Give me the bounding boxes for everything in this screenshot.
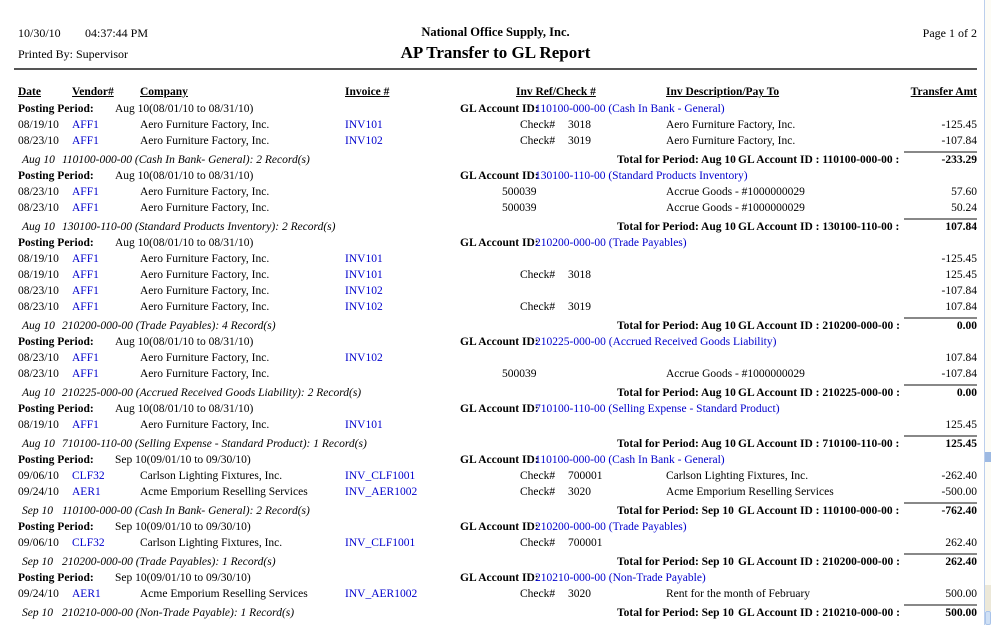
detail-row (0, 268, 991, 284)
posting-period-label: Posting Period: (18, 572, 94, 584)
gl-account-label: GL Account ID: (460, 170, 539, 182)
gl-account-label: GL Account ID: (460, 403, 539, 415)
invoice-link[interactable]: INV101 (345, 419, 383, 431)
gl-account-label: GL Account ID: (460, 572, 539, 584)
period-row (0, 453, 991, 469)
invoice-link[interactable]: INV102 (345, 301, 383, 313)
scrollbar-thumb[interactable] (985, 611, 991, 625)
total-row (0, 316, 991, 335)
vendor-link[interactable]: AFF1 (72, 135, 99, 147)
total-amount: -762.40 (941, 505, 977, 517)
section-summary-period: Sep 10 (22, 556, 53, 568)
total-row (0, 434, 991, 453)
period-row (0, 520, 991, 536)
transaction-date: 08/23/10 (18, 186, 59, 198)
vendor-link[interactable]: AFF1 (72, 253, 99, 265)
gl-account-label: GL Account ID: (460, 103, 539, 115)
amount-total-rule (904, 218, 977, 220)
transfer-amount: -262.40 (941, 470, 977, 482)
total-account-label: GL Account ID : 710100-110-00 : (738, 438, 900, 450)
vendor-link[interactable]: AFF1 (72, 419, 99, 431)
check-label: Check# (520, 486, 556, 498)
posting-period-label: Posting Period: (18, 170, 94, 182)
posting-period-value: Sep 10(09/01/10 to 09/30/10) (115, 521, 251, 533)
posting-period-label: Posting Period: (18, 521, 94, 533)
page-number: Page 1 of 2 (922, 26, 977, 40)
posting-period-label: Posting Period: (18, 103, 94, 115)
check-label: Check# (520, 119, 556, 131)
transaction-date: 08/23/10 (18, 202, 59, 214)
detail-row (0, 587, 991, 603)
amount-total-rule (904, 384, 977, 386)
total-account-label: GL Account ID : 110100-000-00 : (738, 154, 900, 166)
scrollbar-mark[interactable] (985, 452, 991, 462)
total-for-period-label: Total for Period: Aug 10 (617, 320, 736, 332)
transaction-date: 08/19/10 (18, 253, 59, 265)
section-summary-period: Aug 10 (22, 154, 55, 166)
total-account-label: GL Account ID : 110100-000-00 : (738, 505, 900, 517)
total-for-period-label: Total for Period: Sep 10 (617, 556, 734, 568)
period-row (0, 102, 991, 118)
gl-account-link[interactable]: 110100-000-00 (Cash In Bank - General) (535, 454, 725, 466)
invoice-link[interactable]: INV101 (345, 253, 383, 265)
gl-account-label: GL Account ID: (460, 454, 539, 466)
detail-row (0, 485, 991, 501)
check-label: Check# (520, 537, 556, 549)
check-number: 700001 (568, 470, 603, 482)
total-amount: 0.00 (956, 320, 977, 332)
total-for-period-label: Total for Period: Sep 10 (617, 505, 734, 517)
transfer-amount: 500.00 (945, 588, 977, 600)
period-row (0, 335, 991, 351)
transfer-amount: -107.84 (941, 285, 977, 297)
section-summary-text: 210200-000-00 (Trade Payables): 4 Record(s) (62, 320, 276, 332)
transaction-date: 08/23/10 (18, 368, 59, 380)
check-number: 3020 (568, 486, 591, 498)
column-header-desc: Inv Description/Pay To (666, 86, 780, 98)
vendor-link[interactable]: AFF1 (72, 368, 99, 380)
transaction-date: 08/19/10 (18, 419, 59, 431)
transfer-amount: 125.45 (945, 419, 977, 431)
inv-description: Accrue Goods - #1000000029 (666, 186, 805, 198)
transfer-amount: 125.45 (945, 269, 977, 281)
transaction-date: 08/19/10 (18, 269, 59, 281)
amount-total-rule (904, 151, 977, 153)
transfer-amount: -125.45 (941, 119, 977, 131)
gl-account-label: GL Account ID: (460, 521, 539, 533)
section-summary-period: Aug 10 (22, 438, 55, 450)
section-summary-text: 130100-110-00 (Standard Products Inventory): 2 Record(s) (62, 221, 336, 233)
column-header-amount: Transfer Amt (910, 86, 977, 98)
vendor-link[interactable]: AFF1 (72, 301, 99, 313)
posting-period-value: Aug 10(08/01/10 to 08/31/10) (115, 170, 254, 182)
vendor-link[interactable]: AER1 (72, 588, 101, 600)
total-row (0, 552, 991, 571)
section-summary-text: 210210-000-00 (Non-Trade Payable): 1 Record(s) (62, 607, 295, 619)
total-for-period-label: Total for Period: Aug 10 (617, 438, 736, 450)
section-summary-text: 110100-000-00 (Cash In Bank- General): 2 Record(s) (62, 505, 310, 517)
vendor-link[interactable]: AER1 (72, 486, 101, 498)
total-amount: -233.29 (941, 154, 977, 166)
transaction-date: 08/23/10 (18, 135, 59, 147)
scrollbar-shade (985, 585, 991, 611)
transfer-amount: 107.84 (945, 352, 977, 364)
gl-account-link[interactable]: 210200-000-00 (Trade Payables) (535, 521, 687, 533)
total-account-label: GL Account ID : 210200-000-00 : (738, 320, 900, 332)
inv-reference: 500039 (502, 186, 537, 198)
amount-total-rule (904, 604, 977, 606)
detail-row (0, 118, 991, 134)
gl-account-link[interactable]: 210225-000-00 (Accrued Received Goods Liability) (535, 336, 777, 348)
transfer-amount: 57.60 (951, 186, 977, 198)
section-summary-text: 110100-000-00 (Cash In Bank- General): 2 Record(s) (62, 154, 310, 166)
vendor-company: Acme Emporium Reselling Services (140, 588, 308, 600)
detail-row (0, 201, 991, 217)
period-row (0, 236, 991, 252)
total-amount: 262.40 (945, 556, 977, 568)
posting-period-label: Posting Period: (18, 403, 94, 415)
total-row (0, 150, 991, 169)
vendor-link[interactable]: CLF32 (72, 470, 105, 482)
vendor-company: Carlson Lighting Fixtures, Inc. (140, 537, 283, 549)
invoice-link[interactable]: INV_AER1002 (345, 486, 418, 498)
detail-row (0, 351, 991, 367)
total-row (0, 603, 991, 622)
amount-total-rule (904, 553, 977, 555)
detail-row (0, 300, 991, 316)
invoice-link[interactable]: INV_CLF1001 (345, 470, 416, 482)
check-label: Check# (520, 301, 556, 313)
check-label: Check# (520, 470, 556, 482)
gl-account-link[interactable]: 710100-110-00 (Selling Expense - Standard Product) (535, 403, 780, 415)
posting-period-value: Aug 10(08/01/10 to 08/31/10) (115, 403, 254, 415)
gl-account-link[interactable]: 210200-000-00 (Trade Payables) (535, 237, 687, 249)
vendor-link[interactable]: AFF1 (72, 202, 99, 214)
vendor-link[interactable]: AFF1 (72, 352, 99, 364)
report-body (0, 102, 991, 622)
column-header-date: Date (18, 86, 41, 98)
posting-period-value: Aug 10(08/01/10 to 08/31/10) (115, 336, 254, 348)
inv-reference: 500039 (502, 202, 537, 214)
total-amount: 125.45 (945, 438, 977, 450)
transfer-amount: -125.45 (941, 253, 977, 265)
invoice-link[interactable]: INV_AER1002 (345, 588, 418, 600)
column-header-company: Company (140, 86, 188, 98)
transfer-amount: 262.40 (945, 537, 977, 549)
section-summary-text: 210225-000-00 (Accrued Received Goods Liability): 2 Record(s) (62, 387, 362, 399)
posting-period-label: Posting Period: (18, 336, 94, 348)
section-summary-text: 210200-000-00 (Trade Payables): 1 Record(s) (62, 556, 276, 568)
amount-total-rule (904, 502, 977, 504)
column-header-vendor: Vendor# (72, 86, 114, 98)
invoice-link[interactable]: INV101 (345, 269, 383, 281)
inv-description: Acme Emporium Reselling Services (666, 486, 834, 498)
transfer-amount: -500.00 (941, 486, 977, 498)
inv-description: Aero Furniture Factory, Inc. (666, 119, 796, 131)
vendor-company: Carlson Lighting Fixtures, Inc. (140, 470, 283, 482)
vendor-company: Aero Furniture Factory, Inc. (140, 285, 270, 297)
inv-description: Accrue Goods - #1000000029 (666, 368, 805, 380)
vendor-company: Aero Furniture Factory, Inc. (140, 419, 270, 431)
invoice-link[interactable]: INV102 (345, 285, 383, 297)
total-for-period-label: Total for Period: Aug 10 (617, 221, 736, 233)
vendor-company: Aero Furniture Factory, Inc. (140, 202, 270, 214)
amount-total-rule (904, 317, 977, 319)
transaction-date: 08/23/10 (18, 352, 59, 364)
transaction-date: 08/23/10 (18, 285, 59, 297)
check-number: 3019 (568, 301, 591, 313)
vendor-company: Acme Emporium Reselling Services (140, 486, 308, 498)
detail-row (0, 185, 991, 201)
total-amount: 500.00 (945, 607, 977, 619)
posting-period-value: Aug 10(08/01/10 to 08/31/10) (115, 237, 254, 249)
posting-period-value: Sep 10(09/01/10 to 09/30/10) (115, 572, 251, 584)
total-amount: 0.00 (956, 387, 977, 399)
check-label: Check# (520, 588, 556, 600)
inv-reference: 500039 (502, 368, 537, 380)
section-summary-period: Sep 10 (22, 607, 53, 619)
check-number: 3019 (568, 135, 591, 147)
inv-description: Carlson Lighting Fixtures, Inc. (666, 470, 809, 482)
detail-row (0, 367, 991, 383)
detail-row (0, 252, 991, 268)
check-number: 3018 (568, 119, 591, 131)
total-for-period-label: Total for Period: Sep 10 (617, 607, 734, 619)
posting-period-value: Aug 10(08/01/10 to 08/31/10) (115, 103, 254, 115)
total-amount: 107.84 (945, 221, 977, 233)
check-number: 3018 (568, 269, 591, 281)
total-account-label: GL Account ID : 130100-110-00 : (738, 221, 900, 233)
vendor-company: Aero Furniture Factory, Inc. (140, 301, 270, 313)
section-summary-period: Aug 10 (22, 320, 55, 332)
check-label: Check# (520, 135, 556, 147)
section-summary-period: Aug 10 (22, 221, 55, 233)
transfer-amount: 107.84 (945, 301, 977, 313)
posting-period-label: Posting Period: (18, 237, 94, 249)
total-for-period-label: Total for Period: Aug 10 (617, 154, 736, 166)
section-summary-period: Aug 10 (22, 387, 55, 399)
gl-account-label: GL Account ID: (460, 237, 539, 249)
detail-row (0, 134, 991, 150)
posting-period-label: Posting Period: (18, 454, 94, 466)
invoice-link[interactable]: INV101 (345, 119, 383, 131)
check-number: 700001 (568, 537, 603, 549)
gl-account-link[interactable]: 110100-000-00 (Cash In Bank - General) (535, 103, 725, 115)
vendor-company: Aero Furniture Factory, Inc. (140, 253, 270, 265)
total-row (0, 383, 991, 402)
printed-by: Printed By: Supervisor (18, 47, 128, 61)
detail-row (0, 469, 991, 485)
period-row (0, 169, 991, 185)
invoice-link[interactable]: INV102 (345, 135, 383, 147)
amount-total-rule (904, 435, 977, 437)
invoice-link[interactable]: INV_CLF1001 (345, 537, 416, 549)
vendor-company: Aero Furniture Factory, Inc. (140, 135, 270, 147)
transfer-amount: 50.24 (951, 202, 977, 214)
vendor-link[interactable]: AFF1 (72, 119, 99, 131)
vendor-company: Aero Furniture Factory, Inc. (140, 368, 270, 380)
gl-account-label: GL Account ID: (460, 336, 539, 348)
section-summary-period: Sep 10 (22, 505, 53, 517)
period-row (0, 571, 991, 587)
column-header-invoice: Invoice # (345, 86, 390, 98)
vertical-scrollbar[interactable] (984, 0, 991, 625)
vendor-company: Aero Furniture Factory, Inc. (140, 269, 270, 281)
gl-account-link[interactable]: 130100-110-00 (Standard Products Inventory) (535, 170, 748, 182)
detail-row (0, 536, 991, 552)
gl-account-link[interactable]: 210210-000-00 (Non-Trade Payable) (535, 572, 706, 584)
total-row (0, 217, 991, 236)
transaction-date: 09/24/10 (18, 588, 59, 600)
transaction-date: 09/24/10 (18, 486, 59, 498)
check-label: Check# (520, 269, 556, 281)
total-for-period-label: Total for Period: Aug 10 (617, 387, 736, 399)
column-header-ref: Inv Ref/Check # (516, 86, 596, 98)
check-number: 3020 (568, 588, 591, 600)
header-divider (14, 68, 977, 70)
vendor-company: Aero Furniture Factory, Inc. (140, 186, 270, 198)
report-run-time: 04:37:44 PM (85, 26, 149, 40)
transaction-date: 09/06/10 (18, 537, 59, 549)
section-summary-text: 710100-110-00 (Selling Expense - Standard Product): 1 Record(s) (62, 438, 367, 450)
vendor-link[interactable]: CLF32 (72, 537, 105, 549)
transaction-date: 09/06/10 (18, 470, 59, 482)
vendor-company: Aero Furniture Factory, Inc. (140, 119, 270, 131)
vendor-company: Aero Furniture Factory, Inc. (140, 352, 270, 364)
report-title: AP Transfer to GL Report (400, 43, 591, 62)
inv-description: Aero Furniture Factory, Inc. (666, 135, 796, 147)
transfer-amount: -107.84 (941, 368, 977, 380)
detail-row (0, 418, 991, 434)
vendor-link[interactable]: AFF1 (72, 269, 99, 281)
total-account-label: GL Account ID : 210200-000-00 : (738, 556, 900, 568)
transaction-date: 08/23/10 (18, 301, 59, 313)
total-account-label: GL Account ID : 210210-000-00 : (738, 607, 900, 619)
inv-description: Accrue Goods - #1000000029 (666, 202, 805, 214)
posting-period-value: Sep 10(09/01/10 to 09/30/10) (115, 454, 251, 466)
transfer-amount: -107.84 (941, 135, 977, 147)
total-row (0, 501, 991, 520)
invoice-link[interactable]: INV102 (345, 352, 383, 364)
detail-row (0, 284, 991, 300)
inv-description: Rent for the month of February (666, 588, 811, 600)
transaction-date: 08/19/10 (18, 119, 59, 131)
company-name: National Office Supply, Inc. (421, 25, 570, 39)
total-account-label: GL Account ID : 210225-000-00 : (738, 387, 900, 399)
vendor-link[interactable]: AFF1 (72, 285, 99, 297)
period-row (0, 402, 991, 418)
vendor-link[interactable]: AFF1 (72, 186, 99, 198)
report-run-date: 10/30/10 (18, 26, 61, 40)
